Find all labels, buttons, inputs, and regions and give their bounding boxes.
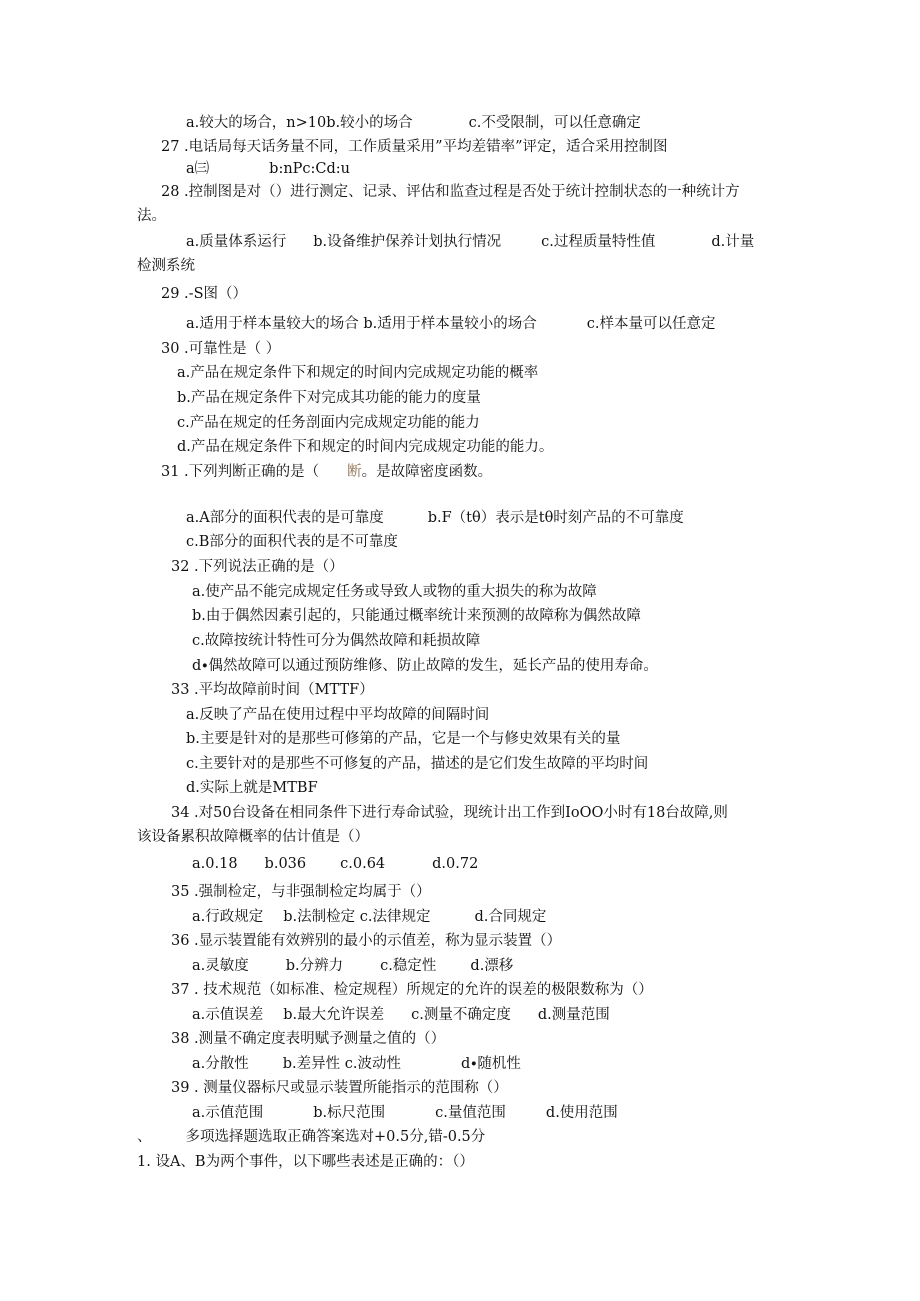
q34-options: a.0.18 b.036 c.0.64 d.0.72 bbox=[192, 856, 479, 872]
q31-option-c: c.B部分的面积代表的是不可靠度 bbox=[186, 534, 398, 550]
q33-stem: 33 .平均故障前时间（MTTF） bbox=[171, 682, 374, 698]
q33-option-d: d.实际上就是MTBF bbox=[186, 780, 318, 796]
q36-options: a.灵敏度 b.分辨力 c.稳定性 d.漂移 bbox=[192, 958, 514, 974]
q33-option-b: b.主要是针对的是那些可修第的产品，它是一个与修史效果有关的量 bbox=[186, 731, 621, 747]
q28-stem-cont: 法。 bbox=[137, 208, 166, 224]
q39-stem: 39 . 测量仪器标尺或显示装置所能指示的范围称（） bbox=[171, 1080, 508, 1096]
q30-option-c: c.产品在规定的任务剖面内完成规定功能的能力 bbox=[177, 415, 480, 431]
q33-option-c: c.主要针对的是那些不可修复的产品，描述的是它们发生故障的平均时间 bbox=[186, 756, 649, 772]
q30-option-b: b.产品在规定条件下对完成其功能的能力的度量 bbox=[177, 390, 481, 406]
section-heading-multiple-choice: 、 多项选择题选取正确答案选对+0.5分,错-0.5分 bbox=[137, 1129, 486, 1145]
q31-options: a.A部分的面积代表的是可靠度 b.F（tθ）表示是tθ时刻产品的不可靠度 bbox=[186, 510, 684, 526]
q30-option-d: d.产品在规定条件下和规定的时间内完成规定功能的能力。 bbox=[177, 439, 554, 455]
q28-options: a.质量体系运行 b.设备维护保养计划执行情况 c.过程质量特性值 d.计量 bbox=[186, 234, 755, 250]
q26-options: a.较大的场合，n>10b.较小的场合 c.不受限制，可以任意确定 bbox=[186, 115, 641, 131]
q30-option-a: a.产品在规定条件下和规定的时间内完成规定功能的概率 bbox=[177, 365, 539, 381]
q29-stem: 29 .-S图（） bbox=[161, 286, 248, 302]
q27-stem: 27 .电话局每天话务量不同，工作质量采用”平均差错率”评定，适合采用控制图 bbox=[161, 139, 668, 155]
q28-options-cont: 检测系统 bbox=[137, 258, 195, 274]
q33-option-a: a.反映了产品在使用过程中平均故障的间隔时间 bbox=[186, 707, 490, 723]
q32-option-d: d∙偶然故障可以通过预防维修、防止故障的发生，延长产品的使用寿命。 bbox=[192, 658, 658, 674]
q30-stem: 30 .可靠性是（ ） bbox=[161, 341, 281, 357]
q37-options: a.示值误差 b.最大允许误差 c.测量不确定度 d.测量范围 bbox=[192, 1007, 610, 1023]
q32-option-c: c.故障按统计特性可分为偶然故障和耗损故障 bbox=[192, 633, 481, 649]
q32-option-b: b.由于偶然因素引起的，只能通过概率统计来预测的故障称为偶然故障 bbox=[192, 608, 641, 624]
q35-stem: 35 .强制检定，与非强制检定均属于（） bbox=[171, 884, 431, 900]
q32-option-a: a.使产品不能完成规定任务或导致人或物的重大损失的称为故障 bbox=[192, 584, 597, 600]
q34-stem: 34 .对50台设备在相同条件下进行寿命试验，现统计出工作到IoOO小时有18台故障,则 bbox=[171, 805, 728, 821]
q36-stem: 36 .显示装置能有效辨别的最小的示值差，称为显示装置（） bbox=[171, 933, 562, 949]
q31-stem: 31 .下列判断正确的是（ 断。是故障密度函数。 bbox=[161, 464, 493, 480]
q27-options: a㈢ b:nPc:Cd:u bbox=[186, 161, 351, 177]
q34-stem-cont: 该设备累积故障概率的估计值是（） bbox=[137, 829, 369, 845]
q35-options: a.行政规定 b.法制检定 c.法律规定 d.合同规定 bbox=[192, 909, 547, 925]
q38-options: a.分散性 b.差异性 c.波动性 d∙随机性 bbox=[192, 1056, 521, 1072]
q29-options: a.适用于样本量较大的场合 b.适用于样本量较小的场合 c.样本量可以任意定 bbox=[186, 316, 716, 332]
q37-stem: 37 . 技术规范（如标准、检定规程）所规定的允许的误差的极限数称为（） bbox=[171, 982, 653, 998]
q38-stem: 38 .测量不确定度表明赋予测量之值的（） bbox=[171, 1031, 446, 1047]
faint-char: 断 bbox=[347, 464, 362, 480]
q28-stem: 28 .控制图是对（）进行测定、记录、评估和监查过程是否处于统计控制状态的一种统计方 bbox=[161, 184, 740, 200]
q32-stem: 32 .下列说法正确的是（） bbox=[171, 559, 344, 575]
mc-q1-stem: 1. 设A、B为两个事件，以下哪些表述是正确的：（） bbox=[137, 1154, 474, 1170]
q39-options: a.示值范围 b.标尺范围 c.量值范围 d.使用范围 bbox=[192, 1105, 618, 1121]
